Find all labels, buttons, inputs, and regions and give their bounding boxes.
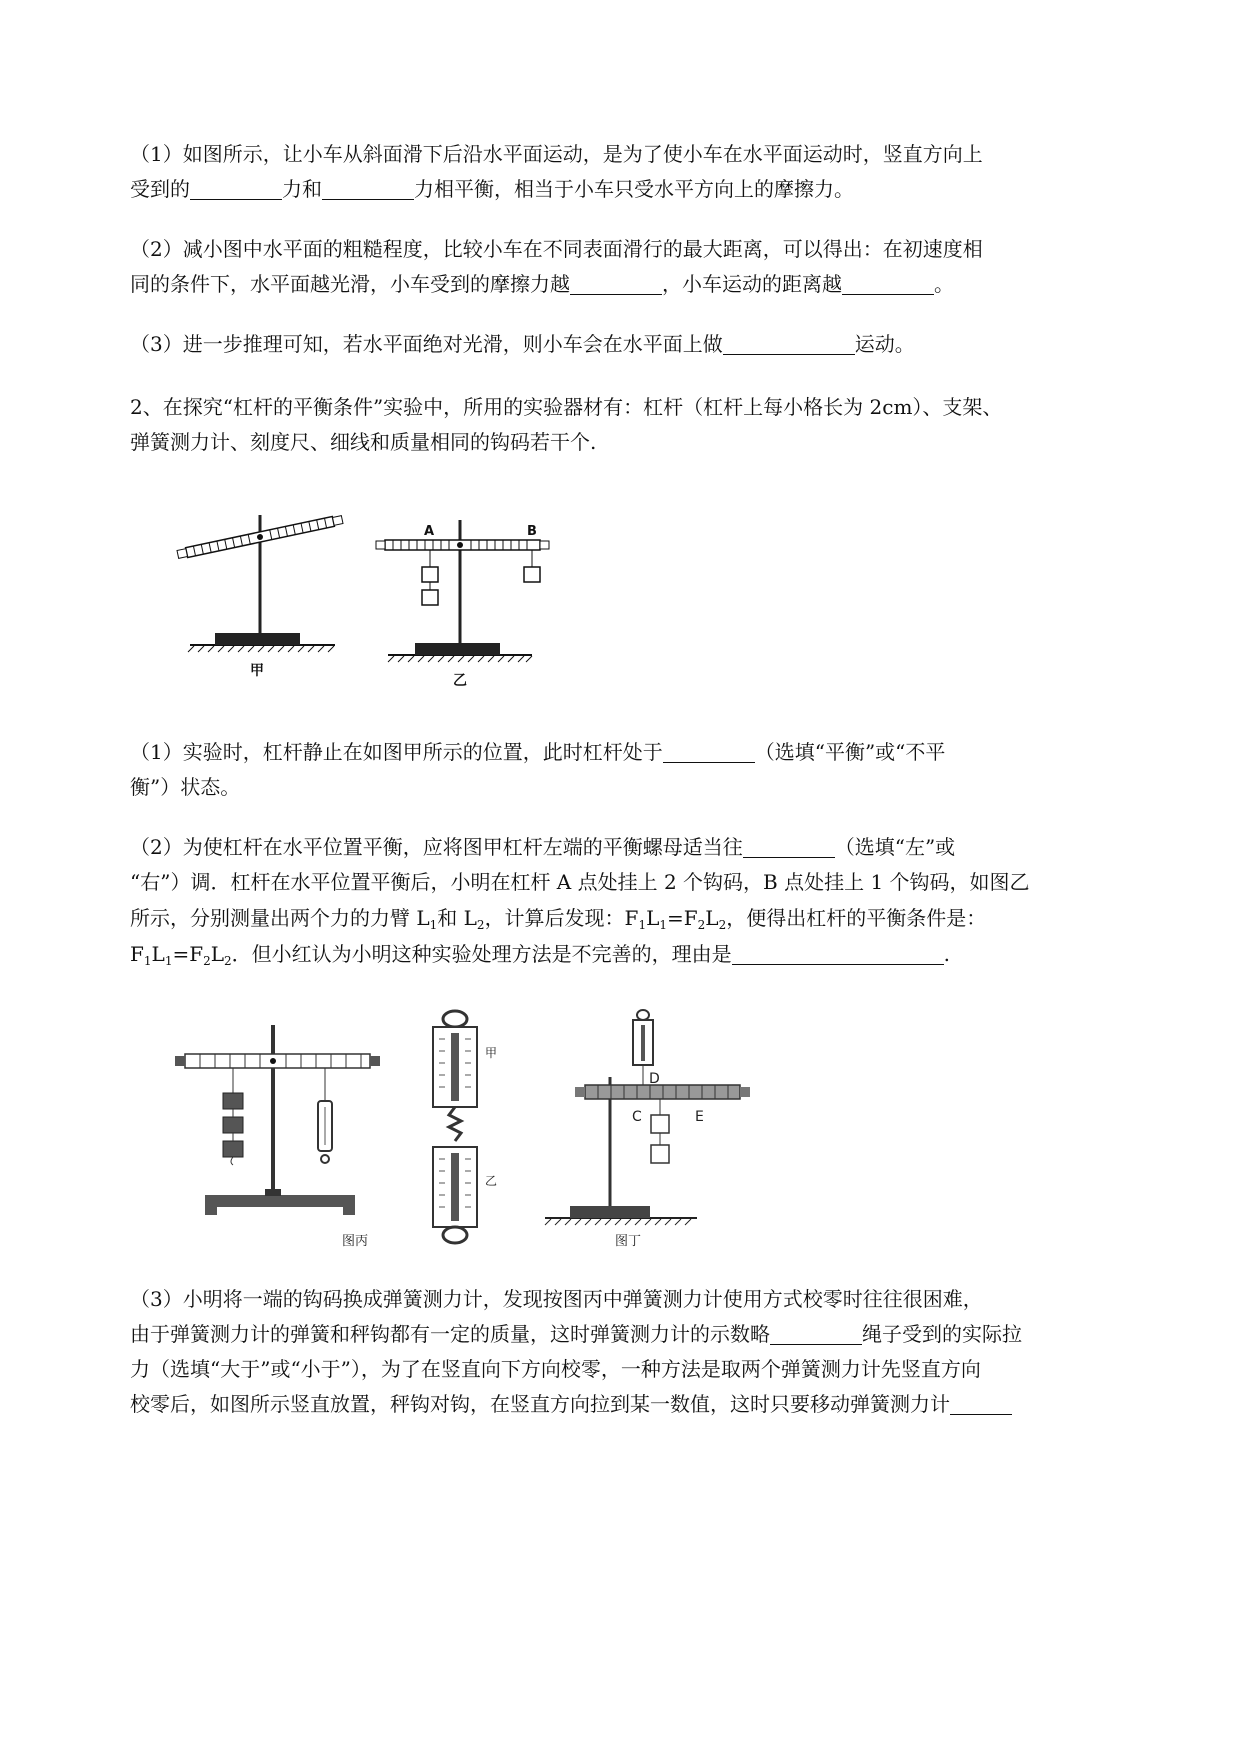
- q2-s2-line2: [130, 868, 1030, 896]
- lever-figure-bing-ding: [165, 1005, 765, 1255]
- subscript: 2: [203, 954, 211, 968]
- text: （1）实验时，杠杆静止在如图甲所示的位置，此时杠杆处于: [130, 740, 663, 764]
- lever-figure-jia-yi: [160, 505, 580, 695]
- q2-s3-line3: [130, 1355, 981, 1383]
- subscript: 1: [143, 954, 152, 968]
- text: （2）为使杠杆在水平位置平衡，应将图甲杠杆左端的平衡螺母适当往: [130, 835, 743, 859]
- q1-p3-line1: [130, 330, 915, 358]
- text: .: [943, 942, 951, 966]
- text: 同的条件下，水平面越光滑，小车受到的摩擦力越: [130, 272, 570, 296]
- lever-setup-jia: [177, 515, 343, 679]
- text: （1）如图所示，让小车从斜面滑下后沿水平面运动，是为了使小车在水平面运动时，竖直方向上: [130, 142, 983, 166]
- text: L: [151, 942, 165, 966]
- point-d-label: D: [649, 1071, 660, 1087]
- hook-weight: [651, 1115, 669, 1133]
- answer-blank[interactable]: [570, 274, 662, 295]
- answer-blank[interactable]: [663, 742, 755, 763]
- text: 受到的: [130, 177, 190, 201]
- point-b-label: B: [527, 524, 537, 539]
- subscript: 2: [476, 918, 485, 932]
- text: F: [130, 942, 144, 966]
- point-e-label: E: [695, 1109, 704, 1125]
- text: 力（选填“大于”或“小于”），为了在竖直向下方向校零，一种方法是取两个弹簧测力计先竖直方向: [130, 1357, 981, 1381]
- text: （3）进一步推理可知，若水平面绝对光滑，则小车会在水平面上做: [130, 332, 723, 356]
- text: （2）减小图中水平面的粗糙程度，比较小车在不同表面滑行的最大距离，可以得出：在初速度相: [130, 237, 983, 261]
- hook-weight: [223, 1093, 243, 1109]
- text: L: [705, 906, 719, 930]
- q2-s3-line1: [130, 1285, 983, 1313]
- spring-scale-diagram: [165, 1005, 765, 1255]
- subscript: 1: [659, 918, 668, 932]
- text: 力相平衡，相当于小车只受水平方向上的摩擦力。: [414, 177, 854, 201]
- answer-blank[interactable]: [322, 179, 414, 200]
- q1-p2-line2: [130, 270, 954, 298]
- q1-p1-line2: [130, 175, 854, 203]
- answer-blank[interactable]: [732, 944, 944, 965]
- lever-setup-ding: [545, 1010, 750, 1249]
- point-a-label: A: [424, 524, 435, 539]
- q2-intro-line1: [130, 393, 1002, 421]
- subscript: 1: [638, 918, 647, 932]
- caption-scale-jia: 甲: [485, 1046, 498, 1060]
- text: 运动。: [854, 332, 915, 356]
- text: ，小车运动的距离越: [662, 272, 842, 296]
- caption-ding: 图丁: [615, 1234, 642, 1249]
- text: （选填“左”或: [834, 835, 956, 859]
- text: 绳子受到的实际拉: [862, 1322, 1022, 1346]
- text: （选填“平衡”或“不平: [754, 740, 946, 764]
- text: ．但小红认为小明这种实验处理方法是不完善的，理由是: [231, 942, 732, 966]
- text: 2、在探究“杠杆的平衡条件”实验中，所用的实验器材有：杠杆（杠杆上每小格长为 2cm）、支架、: [130, 395, 1003, 419]
- answer-blank[interactable]: [950, 1394, 1012, 1415]
- q1-p2-line1: [130, 235, 983, 263]
- text: 所示，分别测量出两个力的力臂 L: [130, 906, 430, 930]
- text: ，便得出杠杆的平衡条件是：: [726, 906, 987, 930]
- caption-scale-yi: 乙: [485, 1174, 498, 1188]
- text: =F: [667, 906, 698, 930]
- text: 由于弹簧测力计的弹簧和秤钩都有一定的质量，这时弹簧测力计的示数略: [130, 1322, 770, 1346]
- text: 衡”）状态。: [130, 775, 241, 799]
- text: 。: [934, 272, 954, 296]
- subscript: 2: [224, 954, 232, 968]
- hook-weight: [422, 590, 438, 605]
- subscript: 1: [164, 954, 173, 968]
- q2-s1-line1: [130, 738, 945, 766]
- lever-setup-bing: [175, 1025, 380, 1249]
- text: 校零后，如图所示竖直放置，秤钩对钩，在竖直方向拉到某一数值，这时只要移动弹簧测力计: [130, 1392, 950, 1416]
- q1-p1-line1: [130, 140, 983, 168]
- text: 和 L: [437, 906, 477, 930]
- answer-blank[interactable]: [743, 837, 835, 858]
- q2-s2-line4: [130, 940, 950, 975]
- text: L: [210, 942, 225, 966]
- text: 弹簧测力计、刻度尺、细线和质量相同的钩码若干个.: [130, 430, 597, 454]
- hook-weight: [223, 1141, 243, 1157]
- text: （3）小明将一端的钩码换成弹簧测力计，发现按图丙中弹簧测力计使用方式校零时往往很困难，: [130, 1287, 983, 1311]
- hook-weight: [422, 567, 438, 582]
- lever-diagram: [160, 505, 580, 695]
- subscript: 2: [697, 918, 706, 932]
- answer-blank[interactable]: [842, 274, 934, 295]
- q2-intro-line2: [130, 428, 596, 456]
- answer-blank[interactable]: [723, 334, 855, 355]
- lever-setup-yi: [376, 520, 549, 689]
- hook-weight: [651, 1145, 669, 1163]
- q2-s1-line2: [130, 773, 240, 801]
- caption-jia: 甲: [250, 663, 264, 679]
- q2-s2-line1: [130, 833, 955, 861]
- two-spring-scales: [433, 1011, 497, 1243]
- text: ，计算后发现：F: [484, 906, 639, 930]
- q2-s3-line2: [130, 1320, 1022, 1348]
- caption-yi: 乙: [453, 673, 467, 689]
- hook-weight: [524, 567, 540, 582]
- answer-blank[interactable]: [190, 179, 282, 200]
- answer-blank[interactable]: [770, 1324, 862, 1345]
- text: “右”）调．杠杆在水平位置平衡后，小明在杠杆 A 点处挂上 2 个钩码，B 点处挂上 1 个钩码，如图乙: [130, 870, 1030, 894]
- point-c-label: C: [632, 1109, 642, 1125]
- subscript: 2: [718, 918, 727, 932]
- text: 力和: [282, 177, 322, 201]
- q2-s2-line3: [130, 904, 986, 939]
- caption-bing: 图丙: [342, 1234, 369, 1249]
- text: L: [646, 906, 660, 930]
- hook-weight: [223, 1117, 243, 1133]
- q2-s3-line4: [130, 1390, 1012, 1418]
- subscript: 1: [429, 918, 438, 932]
- text: =F: [172, 942, 204, 966]
